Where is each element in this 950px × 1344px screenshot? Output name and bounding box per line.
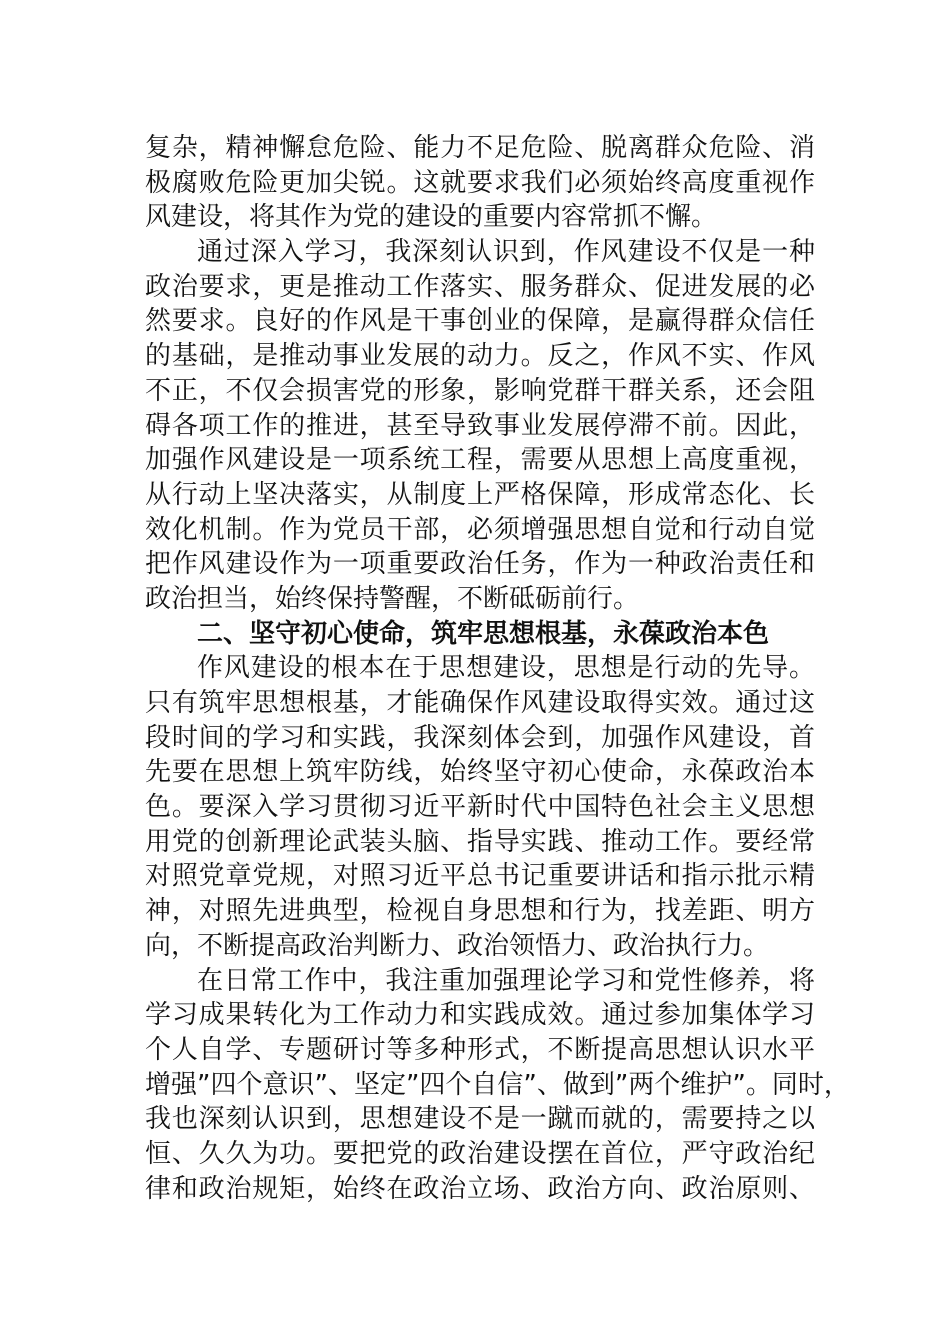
text-line: 我也深刻认识到，思想建设不是一蹴而就的，需要持之以 [145, 1104, 815, 1135]
paragraph-first-line: 作风建设的根本在于思想建设，思想是行动的先导。 [197, 653, 815, 684]
text-line: 学习成果转化为工作动力和实践成效。通过参加集体学习 [145, 1000, 815, 1031]
text-line: 把作风建设作为一项重要政治任务，作为一种政治责任和 [145, 549, 815, 580]
text-line: 加强作风建设是一项系统工程，需要从思想上高度重视， [145, 445, 815, 476]
paragraph-first-line: 通过深入学习，我深刻认识到，作风建设不仅是一种 [197, 237, 815, 268]
text-line: 的基础，是推动事业发展的动力。反之，作风不实、作风 [145, 341, 815, 372]
text-line: 极腐败危险更加尖锐。这就要求我们必须始终高度重视作 [145, 167, 815, 198]
text-line: 用党的创新理论武装头脑、指导实践、推动工作。要经常 [145, 826, 815, 857]
section-heading: 二、坚守初心使命，筑牢思想根基，永葆政治本色 [197, 618, 770, 649]
text-line: 增强”四个意识”、坚定”四个自信”、做到”两个维护”。同时， [145, 1069, 850, 1100]
text-line: 从行动上坚决落实，从制度上严格保障，形成常态化、长 [145, 479, 815, 510]
text-line: 然要求。良好的作风是干事创业的保障，是赢得群众信任 [145, 306, 815, 337]
text-line: 个人自学、专题研讨等多种形式，不断提高思想认识水平 [145, 1034, 815, 1065]
text-line: 政治要求，更是推动工作落实、服务群众、促进发展的必 [145, 271, 815, 302]
text-line: 不正，不仅会损害党的形象，影响党群干群关系，还会阻 [145, 375, 815, 406]
text-line: 恒、久久为功。要把党的政治建设摆在首位，严守政治纪 [145, 1138, 815, 1169]
document-body [145, 131, 850, 1206]
text-line: 律和政治规矩，始终在政治立场、政治方向、政治原则、 [145, 1173, 815, 1204]
text-line: 色。要深入学习贯彻习近平新时代中国特色社会主义思想 [145, 792, 815, 823]
text-line: 对照党章党规，对照习近平总书记重要讲话和指示批示精 [145, 861, 815, 892]
text-line: 政治担当，始终保持警醒，不断砥砺前行。 [145, 583, 640, 614]
text-line: 复杂，精神懈怠危险、能力不足危险、脱离群众危险、消 [145, 133, 815, 163]
paragraph-first-line: 在日常工作中，我注重加强理论学习和党性修养，将 [197, 965, 815, 996]
text-line: 先要在思想上筑牢防线，始终坚守初心使命，永葆政治本 [145, 757, 815, 788]
text-line: 效化机制。作为党员干部，必须增强思想自觉和行动自觉 [145, 514, 815, 545]
text-line: 向，不断提高政治判断力、政治领悟力、政治执行力。 [145, 930, 770, 961]
text-line: 风建设，将其作为党的建设的重要内容常抓不懈。 [145, 202, 718, 233]
text-line: 神，对照先进典型，检视自身思想和行为，找差距、明方 [145, 896, 815, 927]
text-line: 段时间的学习和实践，我深刻体会到，加强作风建设，首 [145, 722, 815, 753]
text-line: 只有筑牢思想根基，才能确保作风建设取得实效。通过这 [145, 688, 815, 718]
text-line: 碍各项工作的推进，甚至导致事业发展停滞不前。因此， [145, 410, 815, 441]
